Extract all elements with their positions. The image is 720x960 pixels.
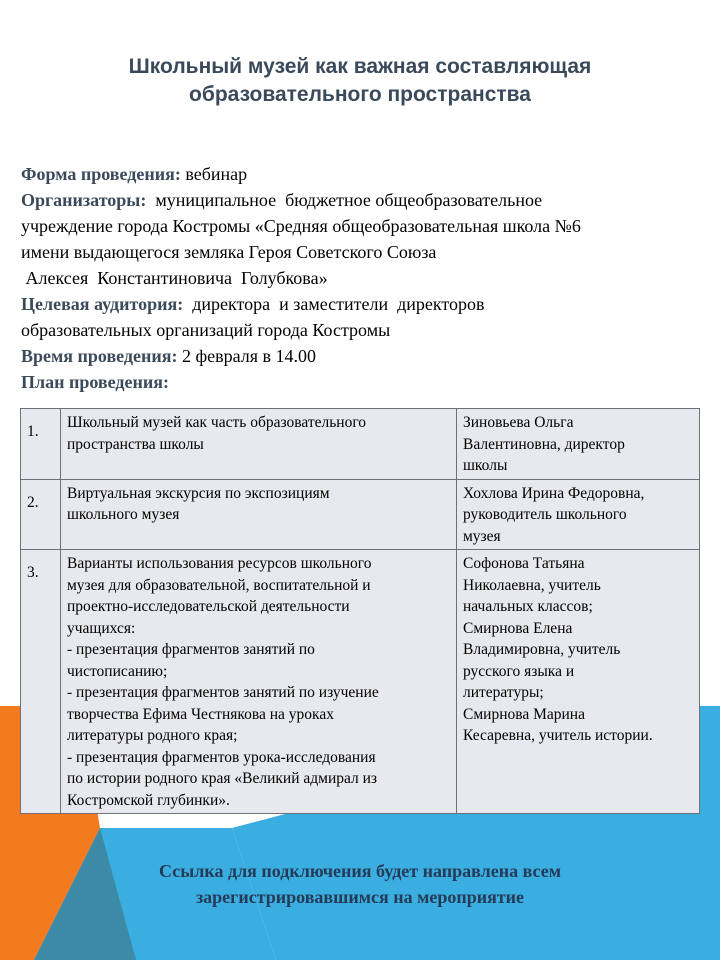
- row-number: 3.: [21, 550, 61, 814]
- organizers-value-1: муниципальное бюджетное общеобразовательное: [146, 190, 543, 210]
- organizers-value-3: имени выдающегося земляка Героя Советского Союза: [21, 242, 437, 262]
- organizers-value-4: Алексея Константиновича Голубкова»: [21, 268, 328, 288]
- topic-line: Костромской глубинки».: [67, 791, 230, 809]
- form-value: вебинар: [180, 164, 248, 184]
- speaker-line: руководитель школьного: [463, 506, 627, 523]
- footer-note: [60, 858, 660, 910]
- speaker-line: Хохлова Ирина Федоровна,: [463, 484, 645, 502]
- row-number: 2.: [21, 479, 61, 550]
- row-topic: [61, 550, 457, 814]
- speaker-line: Смирнова Марина: [463, 705, 585, 723]
- audience-value-1: директора и заместители директоров: [183, 294, 485, 314]
- row-number: 1.: [21, 409, 61, 480]
- speaker-line: школы: [463, 457, 508, 474]
- speaker-line: Кесаревна, учитель истории.: [463, 727, 653, 744]
- time-label: Время проведения:: [21, 346, 178, 366]
- speaker-line: Зиновьева Ольга: [463, 414, 574, 431]
- row-topic: [61, 409, 457, 480]
- table-row: [21, 409, 700, 480]
- speaker-line: Николаевна, учитель: [463, 576, 601, 594]
- row-topic: [61, 479, 457, 550]
- organizers-line: [21, 187, 701, 213]
- topic-line: по истории родного края «Великий адмирал из: [67, 770, 378, 787]
- footer-line-2: зарегистрировавшимся на мероприятие: [195, 887, 525, 907]
- row-speakers: [457, 550, 700, 814]
- topic-line: чистописанию;: [67, 662, 168, 680]
- footer-line-1: Ссылка для подключения будет направлена всем: [159, 861, 561, 881]
- topic-line: - презентация фрагментов занятий по изучение: [67, 684, 379, 701]
- topic-line: пространства школы: [67, 435, 204, 453]
- plan-table: [20, 408, 700, 814]
- topic-line: - презентация фрагментов занятий по: [67, 641, 315, 658]
- audience-label: Целевая аудитория:: [21, 294, 184, 314]
- topic-line: учащихся:: [67, 619, 136, 637]
- row-speakers: [457, 479, 700, 550]
- topic-line: - презентация фрагментов урока-исследования: [67, 748, 376, 766]
- speaker-line: начальных классов;: [463, 598, 593, 615]
- time-line: [21, 343, 701, 369]
- topic-line: Виртуальная экскурсия по экспозициям: [67, 484, 330, 502]
- time-value: 2 февраля в 14.00: [177, 346, 317, 366]
- topic-line: проектно-исследовательской деятельности: [67, 598, 350, 615]
- topic-line: творчества Ефима Честнякова на уроках: [67, 705, 334, 723]
- title-line-1: Школьный музей как важная составляющая: [128, 55, 592, 78]
- speaker-line: Валентиновна, директор: [463, 435, 625, 453]
- topic-line: музея для образовательной, воспитательной и: [67, 576, 371, 594]
- audience-line: [21, 291, 701, 317]
- speaker-line: Владимировна, учитель: [463, 641, 621, 658]
- table-row: [21, 550, 700, 814]
- table-row: [21, 479, 700, 550]
- speaker-line: музея: [463, 527, 501, 545]
- form-label: Форма проведения:: [21, 164, 181, 184]
- page-title: [60, 53, 660, 109]
- form-line: [21, 161, 701, 187]
- speaker-line: литературы;: [463, 684, 544, 701]
- speaker-line: Софонова Татьяна: [463, 555, 585, 572]
- event-info: [21, 161, 701, 395]
- plan-label: План проведения:: [21, 372, 169, 392]
- row-speakers: [457, 409, 700, 480]
- topic-line: литературы родного края;: [67, 727, 238, 744]
- topic-line: Школьный музей как часть образовательного: [67, 414, 367, 431]
- audience-value-2: образовательных организаций города Костромы: [21, 320, 391, 340]
- plan-table-body: [21, 409, 700, 814]
- topic-line: школьного музея: [67, 506, 180, 523]
- plan-line: [21, 369, 701, 395]
- speaker-line: Смирнова Елена: [463, 619, 573, 637]
- speaker-line: русского языка и: [463, 662, 575, 680]
- organizers-label: Организаторы:: [21, 190, 147, 210]
- organizers-value-2: учреждение города Костромы «Средняя общеобразовательная школа №6: [21, 216, 581, 236]
- topic-line: Варианты использования ресурсов школьного: [67, 555, 372, 572]
- title-line-2: образовательного пространства: [189, 83, 531, 106]
